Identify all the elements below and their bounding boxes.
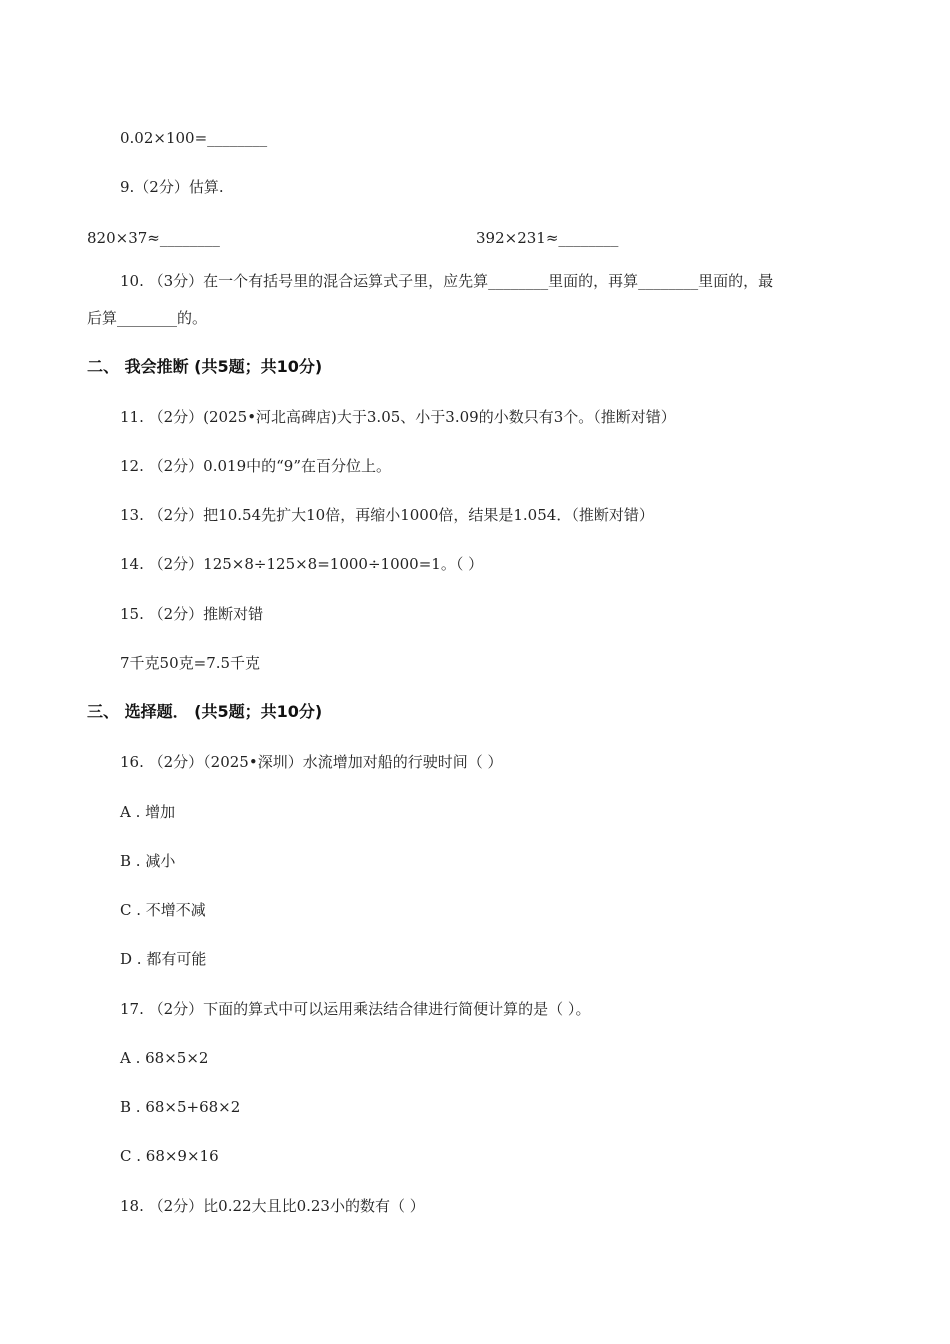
question-13: 13. （2分）把10.54先扩大10倍，再缩小1000倍，结果是1.054．（推断对错） [120,506,654,524]
question-17: 17. （2分）下面的算式中可以运用乘法结合律进行简便计算的是（ ）。 [120,1000,591,1018]
question-16-option-b: B . 减小 [120,852,176,870]
question-15-statement: 7千克50克=7.5千克 [120,654,261,672]
question-12: 12. （2分）0.019中的“9”在百分位上。 [120,457,391,475]
question-15: 15. （2分）推断对错 [120,605,264,623]
section-2-heading: 二、 我会推断 (共5题；共10分) [87,357,323,376]
question-14: 14. （2分）125×8÷125×8=1000÷1000=1。（ ） [120,555,484,573]
section-3-heading: 三、 选择题． (共5题；共10分) [87,702,323,721]
question-9: 9.（2分）估算. [120,178,224,196]
question-16-option-a: A . 增加 [120,803,176,821]
question-17-option-b: B . 68×5+68×2 [120,1098,241,1116]
question-10-line-1: 10. （3分）在一个有括号里的混合运算式子里，应先算________里面的，再算________里面的，最 [120,272,774,290]
question-9-part-b: 392×231≈________ [476,229,619,247]
question-17-option-a: A . 68×5×2 [120,1049,209,1067]
answer-line: 0.02×100=________ [120,129,268,147]
question-10-line-2: 后算________的。 [87,309,208,327]
question-16-option-d: D . 都有可能 [120,950,207,968]
question-9-part-a: 820×37≈________ [87,229,220,247]
question-16: 16. （2分）（2025•深圳）水流增加对船的行驶时间（ ） [120,753,503,771]
question-17-option-c: C . 68×9×16 [120,1147,219,1165]
question-11: 11. （2分）(2025•河北高碑店)大于3.05、小于3.09的小数只有3个。（推断对错） [120,408,676,426]
question-18: 18. （2分）比0.22大且比0.23小的数有（ ） [120,1197,425,1215]
question-16-option-c: C . 不增不减 [120,901,206,919]
